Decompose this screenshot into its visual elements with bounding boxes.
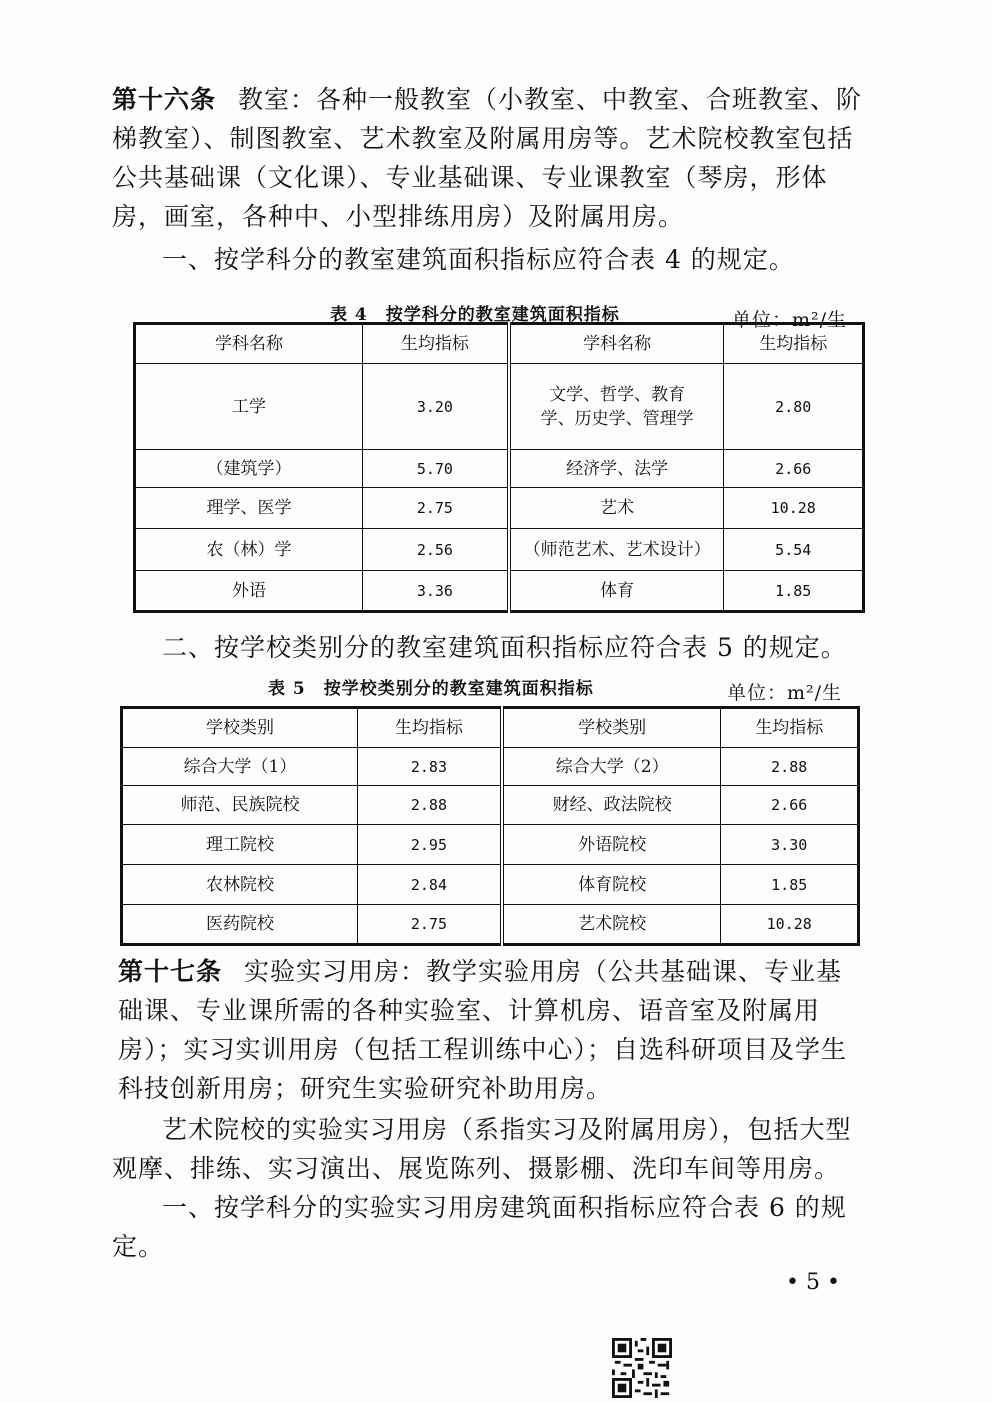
article-16-number: 第十六条 — [112, 85, 217, 114]
table-cell: 2.88 — [357, 786, 501, 825]
table-row — [122, 825, 859, 865]
table-cell: 2.75 — [357, 905, 501, 945]
table-4-header: 学科名称 — [509, 324, 724, 364]
page-number: • 5 • — [786, 1270, 840, 1295]
table-cell: 3.30 — [721, 825, 859, 865]
article-16-text: 教室：各种一般教室（小教室、中教室、合班教室、阶梯教室）、制图教室、艺术教室及附属用房等。艺术院校教室包括公共基础课（文化课）、专业基础课、专业课教室（琴房，形体房，画室，各种中、小型排练用房）及附属用房。 — [112, 85, 863, 231]
table-cell: 2.66 — [721, 786, 859, 825]
table-cell: 2.83 — [357, 748, 501, 786]
table-cell: 经济学、法学 — [509, 450, 724, 488]
table-5-header-row — [122, 708, 859, 748]
article-17-text: 实验实习用房：教学实验用房（公共基础课、专业基础课、专业课所需的各种实验室、计算机房、语音室及附属用房）；实习实训用房（包括工程训练中心）；自选科研项目及学生科技创新用房；研究生实验研究补助用房。 — [118, 957, 848, 1103]
table-5 — [120, 706, 860, 946]
table-cell: 体育 — [509, 571, 724, 612]
table-cell: 2.88 — [721, 748, 859, 786]
table-cell: 外语院校 — [502, 825, 721, 865]
table-4-unit: 单位：m²/生 — [732, 309, 848, 331]
table-cell: 综合大学（1） — [122, 748, 358, 786]
table-cell: 10.28 — [721, 905, 859, 945]
article-17-number: 第十七条 — [118, 957, 223, 986]
table-cell: 2.95 — [357, 825, 501, 865]
table-cell: 2.84 — [357, 865, 501, 905]
table-4-header: 学科名称 — [135, 324, 363, 364]
article-16 — [112, 80, 864, 236]
table-5-unit: 单位：m²/生 — [727, 682, 843, 704]
table-cell: 农（林）学 — [135, 529, 363, 571]
table-cell: 5.54 — [724, 529, 864, 571]
table-5-header: 生均指标 — [721, 708, 859, 748]
table-cell: 综合大学（2） — [502, 748, 721, 786]
table-row — [135, 488, 864, 529]
table-cell: 2.56 — [362, 529, 508, 571]
table-row — [122, 905, 859, 945]
table-row — [122, 786, 859, 825]
table-row — [135, 529, 864, 571]
article-17-item-1: 一、按学科分的实验实习用房建筑面积指标应符合表 6 的规定。 — [112, 1193, 847, 1261]
table-cell: 体育院校 — [502, 865, 721, 905]
article-16-item-2: 二、按学校类别分的教室建筑面积指标应符合表 5 的规定。 — [162, 633, 847, 662]
table-cell: 1.85 — [721, 865, 859, 905]
table-4-caption: 表 4 按学科分的教室建筑面积指标 — [330, 305, 620, 325]
table-4 — [133, 322, 865, 613]
table-cell: 1.85 — [724, 571, 864, 612]
article-16-item-1: 一、按学科分的教室建筑面积指标应符合表 4 的规定。 — [162, 245, 795, 274]
table-cell: 财经、政法院校 — [502, 786, 721, 825]
table-row — [135, 571, 864, 612]
table-5-caption: 表 5 按学校类别分的教室建筑面积指标 — [268, 679, 594, 699]
table-cell: 农林院校 — [122, 865, 358, 905]
table-5-header: 学校类别 — [502, 708, 721, 748]
article-17-paragraph-2: 艺术院校的实验实习用房（系指实习及附属用房），包括大型观摩、排练、实习演出、展览陈列、摄影棚、洗印车间等用房。 — [112, 1115, 852, 1183]
table-4-header-row — [135, 324, 864, 364]
table-cell: 艺术院校 — [502, 905, 721, 945]
table-row — [135, 450, 864, 488]
table-cell: 文学、哲学、教育学、历史学、管理学 — [509, 364, 724, 450]
table-row — [122, 748, 859, 786]
table-cell: 师范、民族院校 — [122, 786, 358, 825]
table-cell: （建筑学） — [135, 450, 363, 488]
table-row — [122, 865, 859, 905]
article-17 — [118, 952, 864, 1108]
table-cell: 2.75 — [362, 488, 508, 529]
table-cell: 5.70 — [362, 450, 508, 488]
table-5-header: 生均指标 — [357, 708, 501, 748]
table-row — [135, 364, 864, 450]
table-cell: 工学 — [135, 364, 363, 450]
table-cell: 理工院校 — [122, 825, 358, 865]
table-5-header: 学校类别 — [122, 708, 358, 748]
qr-code-icon — [612, 1338, 672, 1398]
table-cell: 3.36 — [362, 571, 508, 612]
table-cell: 理学、医学 — [135, 488, 363, 529]
table-cell: （师范艺术、艺术设计） — [509, 529, 724, 571]
table-4-header: 生均指标 — [724, 324, 864, 364]
table-cell: 医药院校 — [122, 905, 358, 945]
table-cell: 3.20 — [362, 364, 508, 450]
table-4-header: 生均指标 — [362, 324, 508, 364]
table-cell: 艺术 — [509, 488, 724, 529]
table-cell: 2.66 — [724, 450, 864, 488]
table-cell: 2.80 — [724, 364, 864, 450]
table-cell: 10.28 — [724, 488, 864, 529]
table-cell: 外语 — [135, 571, 363, 612]
